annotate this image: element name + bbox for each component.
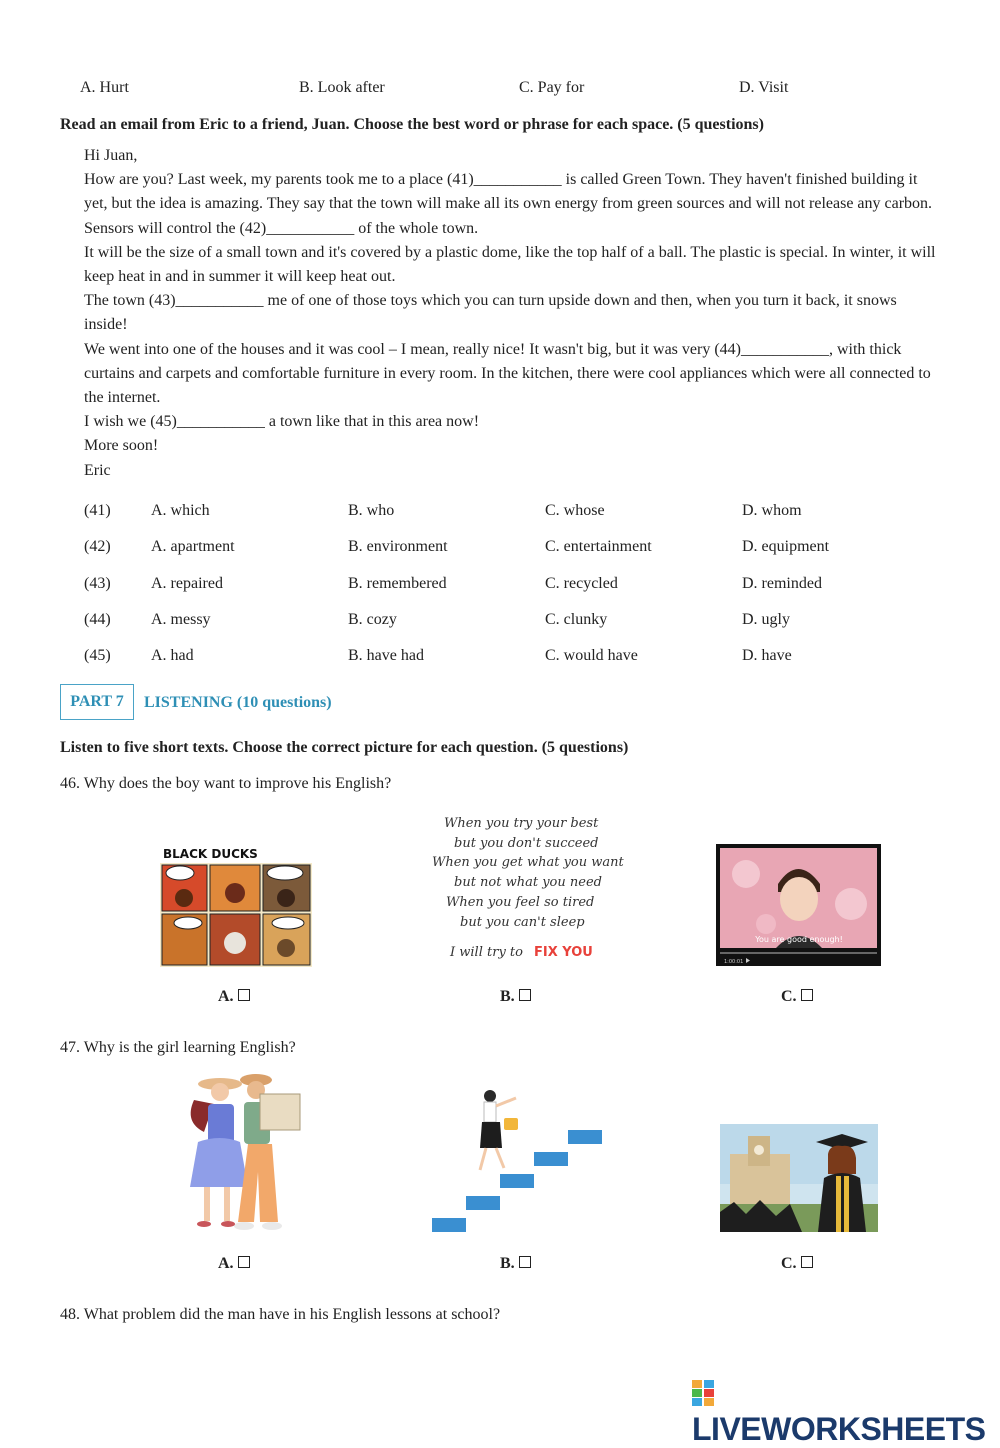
question-row-41 [84,502,944,526]
question-48: 48. What problem did the man have in his English lessons at school? [60,1306,501,1323]
question-number: (42) [84,538,111,555]
graduation-image [720,1124,878,1232]
part-label-box: PART 7 [60,684,134,720]
email-greeting: Hi Juan, [84,147,138,164]
choice-label: B. [500,988,515,1005]
question-46: 46. Why does the boy want to improve his English? [60,775,392,792]
song-lyrics-image [424,810,624,970]
option-d[interactable]: D. have [742,647,792,664]
top-option-a[interactable]: A. Hurt [80,79,129,96]
email-paragraph: We went into one of the houses and it was cool – I mean, really nice! It wasn't big, but it was very (44)___________, with thick curtains and carpets and comfortable furniture in every room. In the kitchen, there were cool appliances which were all connected to the internet. [84,340,931,407]
choice-47-b[interactable] [500,1255,531,1273]
choice-label: C. [781,988,797,1005]
video-still-image [716,844,881,966]
lyric-line: I will try to [450,945,523,960]
lyric-highlight: FIX YOU [534,945,593,960]
liveworksheets-logo-text: LIVEWORKSHEETS [692,1411,986,1447]
question-row-43 [84,575,944,599]
choice-label: B. [500,1255,515,1272]
checkbox-icon[interactable] [519,1256,531,1268]
checkbox-icon[interactable] [519,989,531,1001]
choice-47-c[interactable] [781,1255,813,1273]
email-paragraph: How are you? Last week, my parents took me to a place (41)___________ is called Green Town. They haven't finished building it yet, but the idea is amazing. They say that the town will make all its own energy from green sources and will not release any carbon. Sensors will control the (42)___________ of the whole town. [84,171,933,237]
option-b[interactable]: B. who [348,502,395,519]
top-option-c[interactable]: C. Pay for [519,79,585,96]
option-c[interactable]: C. entertainment [545,538,652,555]
choice-46-c[interactable] [781,988,813,1006]
lyric-line: When you try your best [444,816,599,831]
choice-46-a[interactable] [218,988,250,1006]
email-paragraph: It will be the size of a small town and it's covered by a plastic dome, like the top half of a ball. The plastic is special. In winter, it will keep heat in and in summer it will keep heat out. [84,243,936,286]
option-d[interactable]: D. equipment [742,538,830,555]
option-b[interactable]: B. environment [348,538,448,555]
play-icon [746,958,750,963]
email-instruction: Read an email from Eric to a friend, Juan. Choose the best word or phrase for each space. (5 questions) [60,116,764,133]
choice-47-a[interactable] [218,1255,250,1273]
option-c[interactable]: C. would have [545,647,638,664]
lyric-line: When you get what you want [432,855,624,870]
stair-step [466,1196,500,1210]
video-caption: You are good enough! [755,935,843,944]
comic-title: BLACK DUCKS [163,847,258,861]
career-steps-image [430,1088,604,1236]
question-number: (43) [84,575,111,592]
question-row-44 [84,611,944,635]
email-closing: More soon! [84,437,159,455]
lyric-line: When you feel so tired [446,895,595,910]
lyric-line: but you don't succeed [454,836,599,851]
email-paragraph: The town (43)___________ me of one of those toys which you can turn upside down and then, when you turn it back, it snows inside! [84,292,897,334]
part-title: LISTENING (10 questions) [144,694,332,711]
checkbox-icon[interactable] [801,1256,813,1268]
question-row-45 [84,647,944,671]
option-d[interactable]: D. ugly [742,611,790,628]
option-c[interactable]: C. whose [545,502,605,519]
option-a[interactable]: A. which [151,502,210,519]
email-body [84,144,944,483]
stair-step [568,1130,602,1144]
stair-step [500,1174,534,1188]
option-c[interactable]: C. clunky [545,611,608,628]
option-a[interactable]: A. messy [151,611,211,628]
question-number: (45) [84,647,111,664]
option-c[interactable]: C. recycled [545,575,618,592]
question-row-42 [84,538,944,562]
liveworksheets-logo-icon [692,1380,714,1406]
choice-label: A. [218,988,234,1005]
checkbox-icon[interactable] [238,1256,250,1268]
option-d[interactable]: D. whom [742,502,802,519]
comic-strip-image [160,843,312,967]
checkbox-icon[interactable] [238,989,250,1001]
choice-label: C. [781,1255,797,1272]
option-b[interactable]: B. cozy [348,611,397,628]
listening-instruction: Listen to five short texts. Choose the correct picture for each question. (5 questions) [60,739,629,756]
question-number: (41) [84,502,111,519]
checkbox-icon[interactable] [801,989,813,1001]
option-a[interactable]: A. had [151,647,194,664]
stair-step [432,1218,466,1232]
video-time: 1:00:01 [724,959,744,965]
travelers-image [164,1072,310,1234]
option-b[interactable]: B. remembered [348,575,447,592]
email-paragraph: I wish we (45)___________ a town like that in this area now! [84,413,480,431]
option-a[interactable]: A. repaired [151,575,223,592]
option-b[interactable]: B. have had [348,647,424,664]
email-signature: Eric [84,461,111,479]
lyric-line: but not what you need [454,875,602,890]
question-number: (44) [84,611,111,628]
choice-46-b[interactable] [500,988,531,1006]
top-option-d[interactable]: D. Visit [739,79,789,96]
choice-label: A. [218,1255,234,1272]
option-d[interactable]: D. reminded [742,575,822,592]
lyric-line: but you can't sleep [460,915,585,930]
question-47: 47. Why is the girl learning English? [60,1039,296,1056]
option-a[interactable]: A. apartment [151,538,235,555]
stair-step [534,1152,568,1166]
liveworksheets-logo [692,1374,1000,1448]
top-option-b[interactable]: B. Look after [299,79,385,96]
